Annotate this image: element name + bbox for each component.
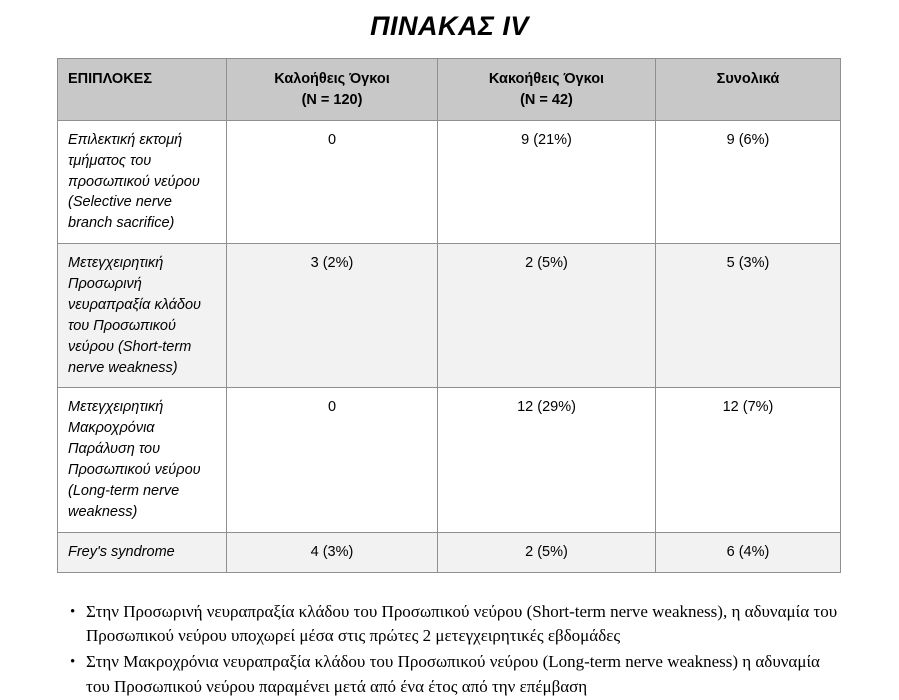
malignant-count-cell: 12 (29%): [438, 388, 656, 532]
total-count-cell: 9 (6%): [656, 120, 841, 243]
footnote-text: Στην Μακροχρόνια νευραπραξία κλάδου του Προσωπικού νεύρου (Long-term nerve weakness) η αδυναμία του Προσωπικού νεύρου παραμένει μετά από ένα έτος από την επέμβαση: [86, 650, 844, 700]
footnotes-list: [70, 600, 844, 700]
column-header-complications: [58, 59, 227, 121]
bullet-icon: •: [70, 650, 86, 675]
list-item: [70, 650, 844, 700]
malignant-count-cell: 2 (5%): [438, 244, 656, 388]
footnote-text: Στην Προσωρινή νευραπραξία κλάδου του Προσωπικού νεύρου (Short-term nerve weakness), η αδυναμία του Προσωπικού νεύρου υποχωρεί μέσα στις πρώτες 2 μετεγχειρητικές εβδομάδες: [86, 600, 844, 650]
column-header-benign-tumors: [227, 59, 438, 121]
column-header-malignant-tumors: [438, 59, 656, 121]
total-count-cell: 5 (3%): [656, 244, 841, 388]
list-item: [70, 600, 844, 650]
column-header-label: Κακοήθεις Όγκοι: [448, 69, 645, 90]
benign-count-cell: 4 (3%): [227, 532, 438, 572]
column-header-label: Συνολικά: [666, 69, 830, 90]
column-header-sample-size: (N = 120): [237, 90, 427, 111]
column-header-sample-size: (N = 42): [448, 90, 645, 111]
column-header-total: [656, 59, 841, 121]
complications-table: [57, 58, 841, 573]
bullet-icon: •: [70, 600, 86, 625]
page-title: ΠΙΝΑΚΑΣ IV: [0, 11, 899, 42]
complication-name-cell: Μετεγχειρητική Προσωρινή νευραπραξία κλάδου του Προσωπικού νεύρου (Short-term nerve weakness): [58, 244, 227, 388]
table-row: [58, 244, 841, 388]
total-count-cell: 6 (4%): [656, 532, 841, 572]
table-header-row: [58, 59, 841, 121]
benign-count-cell: 0: [227, 388, 438, 532]
column-header-label: Καλοήθεις Όγκοι: [237, 69, 427, 90]
total-count-cell: 12 (7%): [656, 388, 841, 532]
table-row: [58, 120, 841, 243]
table-row: [58, 388, 841, 532]
complication-name-cell: Frey's syndrome: [58, 532, 227, 572]
benign-count-cell: 0: [227, 120, 438, 243]
benign-count-cell: 3 (2%): [227, 244, 438, 388]
complication-name-cell: Επιλεκτική εκτομή τμήματος του προσωπικού νεύρου (Selective nerve branch sacrifice): [58, 120, 227, 243]
complication-name-cell: Μετεγχειρητική Μακροχρόνια Παράλυση του Προσωπικού νεύρου (Long-term nerve weakness): [58, 388, 227, 532]
malignant-count-cell: 2 (5%): [438, 532, 656, 572]
malignant-count-cell: 9 (21%): [438, 120, 656, 243]
table-row: [58, 532, 841, 572]
column-header-label: ΕΠΙΠΛΟΚΕΣ: [68, 69, 216, 90]
